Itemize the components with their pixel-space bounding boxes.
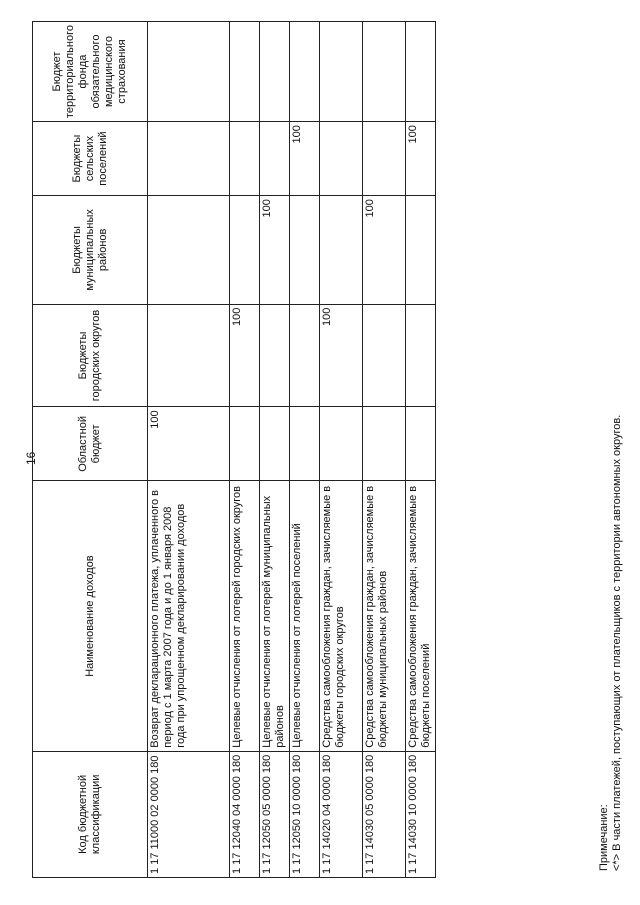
- cell-code: 1 17 14020 04 0000 180: [320, 751, 363, 877]
- cell-name: Средства самообложения граждан, зачисляемые в бюджеты поселений: [406, 481, 436, 751]
- cell-code: 1 17 11000 02 0000 180: [148, 751, 230, 877]
- cell-municipal: 100: [260, 196, 290, 305]
- table-row: [363, 22, 406, 878]
- table-row: [230, 22, 260, 878]
- page-number: 16: [24, 451, 38, 465]
- table-row: [260, 22, 290, 878]
- cell-name: Средства самообложения граждан, зачисляемые в бюджеты городских округов: [320, 481, 363, 751]
- header-code: Код бюджетной классификации: [33, 751, 148, 877]
- cell-regional: [260, 407, 290, 481]
- footnote: [598, 415, 624, 871]
- header-regional-budget: Областной бюджет: [33, 407, 148, 481]
- cell-rural: [230, 122, 260, 196]
- header-medical-insurance-fund: Бюджет территориального фонда обязательного медицинского страхования: [33, 22, 148, 122]
- cell-municipal: [406, 196, 436, 305]
- cell-code: 1 17 12050 05 0000 180: [260, 751, 290, 877]
- cell-name: Целевые отчисления от лотерей муниципальных районов: [260, 481, 290, 751]
- table-row: [290, 22, 320, 878]
- footnote-text: <*> В части платежей, поступающих от плательщиков с территории автономных округов.: [611, 414, 623, 871]
- cell-rural: 100: [406, 122, 436, 196]
- cell-code: 1 17 12040 04 0000 180: [230, 751, 260, 877]
- cell-regional: [320, 407, 363, 481]
- cell-city: [363, 304, 406, 407]
- cell-municipal: [148, 196, 230, 305]
- cell-fund: [230, 22, 260, 122]
- table-row: [320, 22, 363, 878]
- cell-name: Средства самообложения граждан, зачисляемые в бюджеты муниципальных районов: [363, 481, 406, 751]
- cell-rural: [260, 122, 290, 196]
- cell-fund: [290, 22, 320, 122]
- cell-municipal: 100: [363, 196, 406, 305]
- cell-fund: [148, 22, 230, 122]
- cell-rural: [148, 122, 230, 196]
- cell-name: Возврат декларационного платежа, уплаченного в период с 1 марта 2007 года и до 1 января 2008 года при упрощенном декларировании доходов: [148, 481, 230, 751]
- cell-fund: [363, 22, 406, 122]
- header-municipal-districts: Бюджеты муниципальных районов: [33, 196, 148, 305]
- cell-fund: [320, 22, 363, 122]
- cell-code: 1 17 12050 10 0000 180: [290, 751, 320, 877]
- cell-city: [406, 304, 436, 407]
- table-row: [148, 22, 230, 878]
- cell-regional: [406, 407, 436, 481]
- cell-city: [260, 304, 290, 407]
- table-row: [406, 22, 436, 878]
- cell-code: 1 17 14030 10 0000 180: [406, 751, 436, 877]
- cell-name: Целевые отчисления от лотерей городских округов: [230, 481, 260, 751]
- cell-rural: 100: [290, 122, 320, 196]
- cell-municipal: [320, 196, 363, 305]
- cell-rural: [320, 122, 363, 196]
- cell-regional: 100: [148, 407, 230, 481]
- cell-fund: [260, 22, 290, 122]
- cell-city: [290, 304, 320, 407]
- cell-city: 100: [320, 304, 363, 407]
- cell-municipal: [290, 196, 320, 305]
- cell-name: Целевые отчисления от лотерей поселений: [290, 481, 320, 751]
- cell-regional: [290, 407, 320, 481]
- header-rural-settlements: Бюджеты сельских поселений: [33, 122, 148, 196]
- cell-regional: [363, 407, 406, 481]
- cell-city: [148, 304, 230, 407]
- header-city-districts: Бюджеты городских округов: [33, 304, 148, 407]
- cell-rural: [363, 122, 406, 196]
- cell-city: 100: [230, 304, 260, 407]
- cell-municipal: [230, 196, 260, 305]
- cell-fund: [406, 22, 436, 122]
- footnote-title: Примечание:: [598, 804, 610, 871]
- cell-code: 1 17 14030 05 0000 180: [363, 751, 406, 877]
- header-name: Наименование доходов: [33, 481, 148, 751]
- table-header-row: [33, 22, 148, 878]
- cell-regional: [230, 407, 260, 481]
- revenue-distribution-table: [32, 21, 436, 878]
